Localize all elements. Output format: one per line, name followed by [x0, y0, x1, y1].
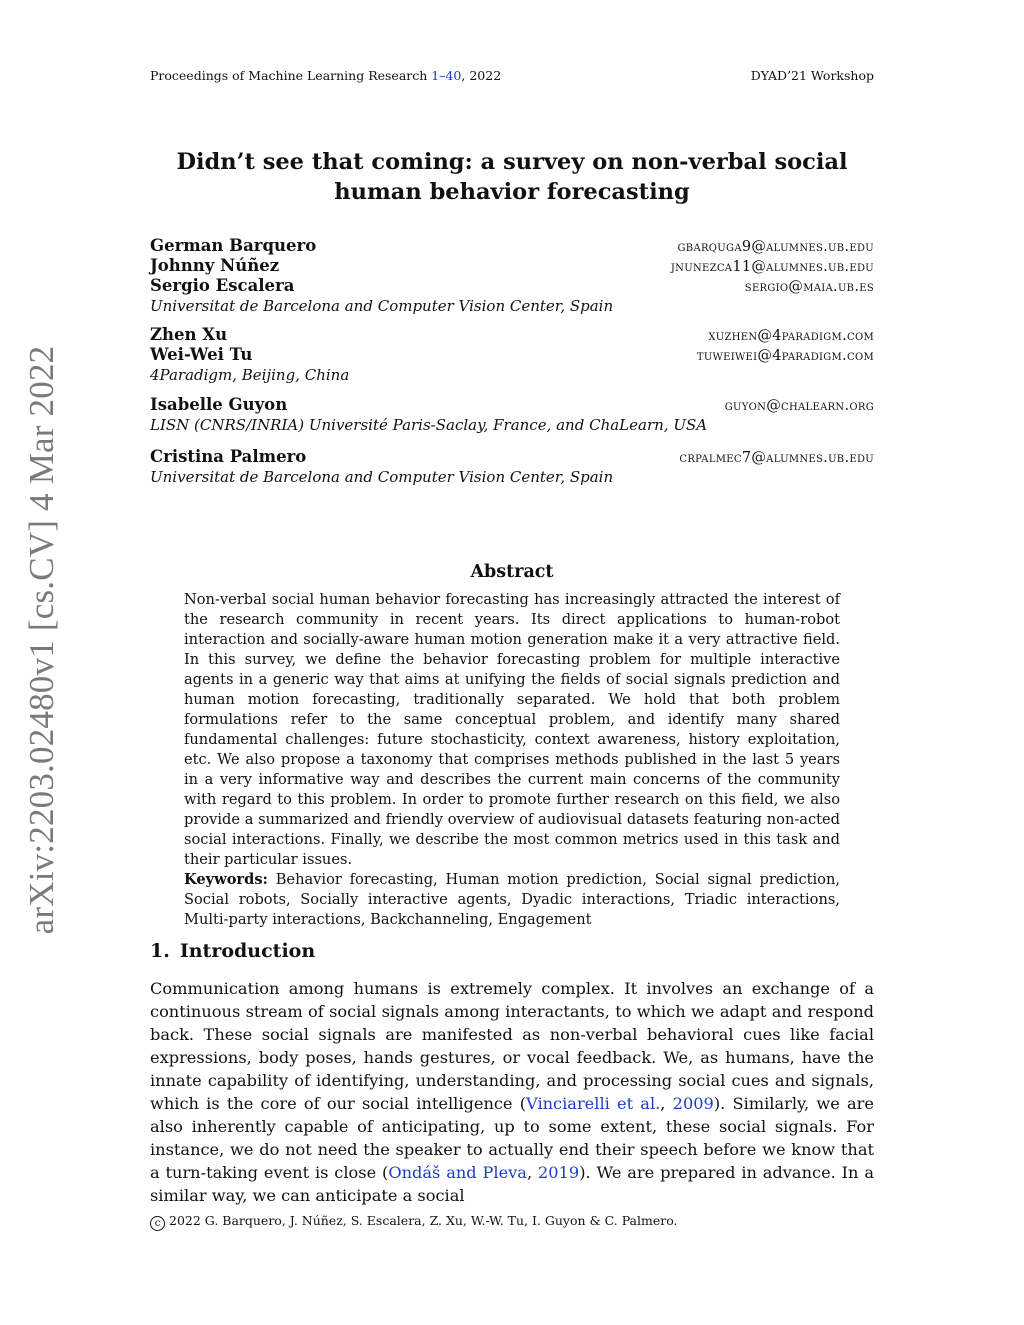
citation-separator: ,: [660, 1094, 673, 1113]
author-row: [150, 447, 874, 467]
author-group-1: [150, 236, 874, 316]
author-name: Wei-Wei Tu: [150, 345, 253, 364]
author-email[interactable]: jnunezca11@alumnes.ub.edu: [670, 259, 874, 275]
author-row: [150, 276, 874, 296]
section-number: 1.: [150, 940, 170, 962]
author-row: [150, 325, 874, 345]
keywords-label: Keywords:: [184, 871, 268, 888]
section-heading: [150, 940, 315, 962]
paper-title: Didn’t see that coming: a survey on non-verbal social human behavior forecasting: [176, 149, 848, 205]
author-email[interactable]: guyon@chalearn.org: [724, 398, 874, 414]
author-group-2: [150, 325, 874, 385]
author-name: German Barquero: [150, 236, 317, 255]
copyright-icon: c: [150, 1216, 165, 1231]
abstract-heading: Abstract: [470, 562, 554, 582]
affiliation: LISN (CNRS/INRIA) Université Paris-Saclay, France, and ChaLearn, USA: [150, 416, 708, 434]
author-row: [150, 256, 874, 276]
author-email[interactable]: gbarquga9@alumnes.ub.edu: [677, 239, 874, 255]
author-name: Johnny Núñez: [150, 256, 280, 275]
intro-text: Communication among humans is extremely complex. It involves an exchange of a continuous stream of social signals among interactants, to which we adapt and respond back. These social signals are manifested as non-verbal behavioral cues like facial expressions, body poses, hands gestures, or vocal feedback. We, as humans, have the innate capability of identifying, understanding, and processing social cues and signals, which is the core of our social intelligence (: [150, 979, 874, 1113]
affiliation: 4Paradigm, Beijing, China: [150, 366, 350, 384]
intro-paragraph: [150, 977, 874, 1207]
proceedings-year: , 2022: [461, 68, 502, 83]
affiliation: Universitat de Barcelona and Computer Vision Center, Spain: [150, 468, 614, 486]
pages-link[interactable]: 1–40: [431, 68, 462, 83]
author-email[interactable]: crpalmec7@alumnes.ub.edu: [679, 450, 874, 466]
author-row: [150, 345, 874, 365]
author-row: [150, 236, 874, 256]
running-header-right: DYAD’21 Workshop: [750, 68, 874, 83]
keywords-text: Behavior forecasting, Human motion prediction, Social signal prediction, Social robots, Socially interactive agents, Dyadic interactions, Triadic interactions, Multi-party interactions, Backchanneling, Engagement: [184, 871, 840, 928]
section-title: Introduction: [179, 940, 316, 962]
citation-separator: ,: [526, 1163, 538, 1182]
proceedings-text: Proceedings of Machine Learning Research: [150, 68, 432, 83]
author-name: Zhen Xu: [150, 325, 228, 344]
running-header-left: [150, 68, 501, 83]
author-name: Isabelle Guyon: [150, 395, 288, 414]
citation-year-link[interactable]: 2019: [537, 1163, 580, 1182]
author-name: Cristina Palmero: [150, 447, 307, 466]
copyright-text: 2022 G. Barquero, J. Núñez, S. Escalera, Z. Xu, W.-W. Tu, I. Guyon & C. Palmero.: [169, 1213, 678, 1228]
intro-text: ). Similarly, we are also inherently capable of anticipating, up to some extent, these social signals. For instance, we do not need the speaker to actually end their speech before we know that a turn-taking event is close (: [150, 1094, 875, 1182]
citation-year-link[interactable]: 2009: [672, 1094, 714, 1113]
abstract-body: [184, 590, 840, 930]
arxiv-stamp: arXiv:2203.02480v1 [cs.CV] 4 Mar 2022: [22, 345, 61, 935]
author-email[interactable]: xuzhen@4paradigm.com: [708, 328, 874, 344]
author-email[interactable]: sergio@maia.ub.es: [744, 279, 874, 295]
affiliation: Universitat de Barcelona and Computer Vision Center, Spain: [150, 297, 614, 315]
author-group-4: [150, 447, 874, 487]
citation-link[interactable]: Ondáš and Pleva: [388, 1163, 527, 1182]
copyright-footer: [150, 1213, 678, 1231]
author-group-3: [150, 395, 874, 435]
author-email[interactable]: tuweiwei@4paradigm.com: [696, 348, 874, 364]
abstract-text: Non-verbal social human behavior forecasting has increasingly attracted the interest of the research community in recent years. Its direct applications to human-robot interaction and socially-aware human motion generation make it a very attractive field. In this survey, we define the behavior forecasting problem for multiple interactive agents in a generic way that aims at unifying the fields of social signals prediction and human motion forecasting, traditionally separated. We hold that both problem formulations refer to the same conceptual problem, and identify many shared fundamental challenges: future stochasticity, context awareness, history exploitation, etc. We also propose a taxonomy that comprises methods published in the last 5 years in a very informative way and describes the current main concerns of the community with regard to this problem. In order to promote further research on this field, we also provide a summarized and friendly overview of audiovisual datasets featuring non-acted social interactions. Finally, we describe the most common metrics used in this task and their particular issues.: [184, 591, 840, 868]
author-row: [150, 395, 874, 415]
keywords: [184, 870, 840, 930]
intro-text: ). We are prepared in advance. In a similar way, we can anticipate a social: [150, 1163, 874, 1205]
author-name: Sergio Escalera: [150, 276, 295, 295]
citation-link[interactable]: Vinciarelli et al.: [526, 1094, 661, 1113]
